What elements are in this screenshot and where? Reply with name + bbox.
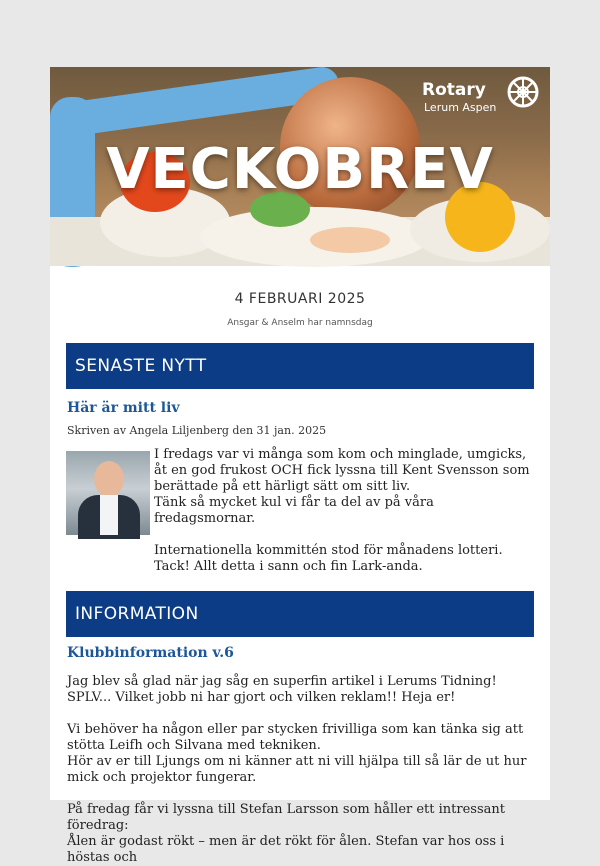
photo-shirt-decoration xyxy=(100,495,118,535)
speaker-photo xyxy=(66,451,150,535)
article-text xyxy=(154,447,534,575)
info-paragraph: Hör av er till Ljungs om ni känner att ni vill hjälpa till så lär de ut hur mick och projektor fungerar. xyxy=(67,754,527,785)
section-heading-information: INFORMATION xyxy=(66,591,534,637)
logo-name: Rotary xyxy=(422,80,486,100)
issue-date: 4 FEBRUARI 2025 xyxy=(234,291,366,307)
hero-banner xyxy=(50,67,550,266)
info-paragraph: På fredag får vi lyssna till Stefan Larsson som håller ett intressant föredrag: xyxy=(67,802,505,833)
article-paragraph: Tänk så mycket kul vi får ta del av på våra fredagsmornar. xyxy=(154,495,434,526)
article-title-link-2[interactable]: Klubbinformation v.6 xyxy=(67,645,234,661)
info-paragraph: Vi behöver ha någon eller par stycken frivilliga som kan tänka sig att stötta Leifh och Silvana med tekniken. xyxy=(67,722,524,753)
rotary-wheel-icon xyxy=(506,75,540,109)
logo-club: Lerum Aspen xyxy=(424,101,497,114)
article-paragraph: I fredags var vi många som kom och minglade, umgicks, åt en god frukost OCH fick lyssna till Kent Svensson som berättade på ett härligt sätt om sitt liv. xyxy=(154,447,530,494)
article-title-link[interactable]: Här är mitt liv xyxy=(67,400,180,416)
section-heading-news: SENASTE NYTT xyxy=(66,343,534,389)
photo-face-decoration xyxy=(94,461,124,497)
article-body xyxy=(66,447,534,575)
newsletter-title: VECKOBREV xyxy=(106,137,494,202)
article-byline: Skriven av Angela Liljenberg den 31 jan. 2025 xyxy=(67,424,327,437)
info-paragraph: Ålen är godast rökt – men är det rökt för ålen. Stefan var hos oss i höstas och xyxy=(67,834,505,865)
nameday-text: Ansgar & Anselm har namnsdag xyxy=(227,318,373,328)
ham-decoration xyxy=(310,227,390,253)
article-paragraph: Internationella kommittén stod för månadens lotteri. Tack! Allt detta i sann och fin Lark-anda. xyxy=(154,543,503,574)
rotary-logo[interactable] xyxy=(422,71,540,115)
newsletter xyxy=(50,67,550,865)
info-text xyxy=(67,674,533,866)
info-paragraph: Jag blev så glad när jag såg en superfin artikel i Lerums Tidning! SPLV... Vilket jobb ni har gjort och vilken reklam!! Heja er! xyxy=(67,674,497,705)
